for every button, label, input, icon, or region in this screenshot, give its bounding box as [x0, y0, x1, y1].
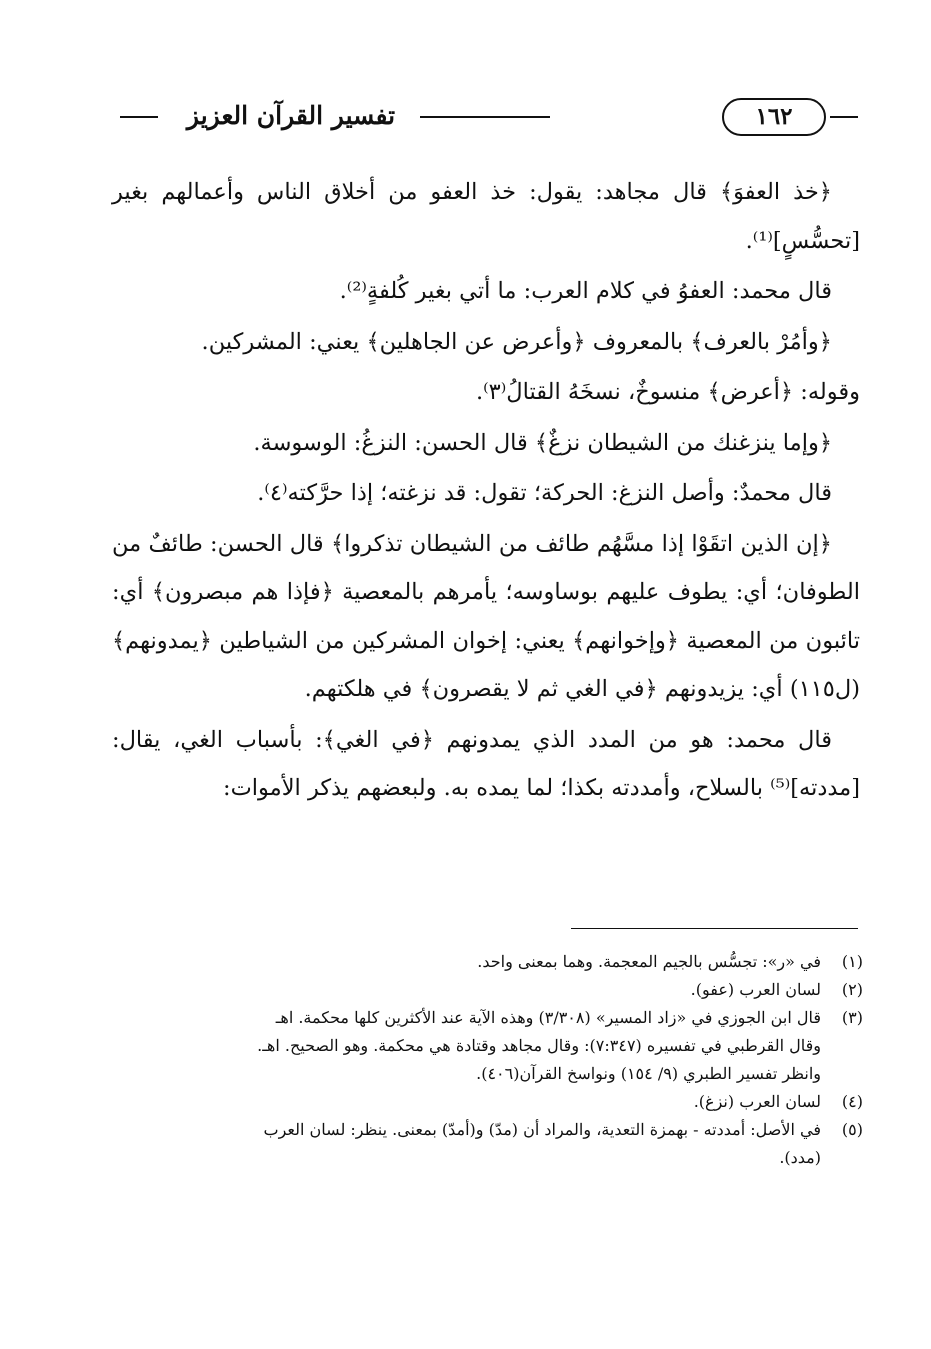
paragraph: وقوله: ﴿أعرض﴾ منسوخٌ، نسخَهُ القتالُ⁽٣⁾.	[475, 379, 860, 405]
running-header	[120, 95, 858, 139]
footnote	[123, 1116, 863, 1172]
footnote-number: (٢)	[841, 980, 863, 999]
footnote-number: (٤)	[841, 1092, 863, 1111]
paragraph: قال محمدٌ: وأصل النزغ: الحركة؛ تقول: قد نزغته؛ إذا حرَّكته⁽٤⁾.	[257, 480, 832, 506]
paragraph: ﴿وإما ينزغنك من الشيطان نزغٌ﴾ قال الحسن: النزغُ: الوسوسة.	[253, 429, 832, 456]
paragraph: ﴿خذ العفوَ﴾ قال مجاهد: يقول: خذ العفو من أخلاق الناس وأعمالهم بغير [تحسُّسٍ]⁽¹⁾.	[112, 179, 860, 254]
footnote-text: في الأصل: أمددته - بهمزة التعدية، والمراد أن (مدّ) و(أمدّ) بمعنى. ينظر: لسان العرب (مدد).	[263, 1120, 821, 1167]
footnote-text: قال ابن الجوزي في «زاد المسير» (٣/٣٠٨) وهذه الآية عند الأكثرين كلها محكمة. اهـ وقال القرطبي في تفسيره (٧:٣٤٧): وقال مجاهد وقتادة هي محكمة. وهو الصحيح. اهـ. وانظر تفسير الطبري (٩/ ١٥٤) ونواسخ القرآن(٤٠٦).	[257, 1008, 821, 1083]
book-title: تفسير القرآن العزيز	[186, 101, 396, 130]
page-number: ١٦٢	[722, 98, 826, 136]
footnote	[123, 1004, 863, 1088]
footnote	[123, 948, 863, 976]
footnote-number: (١)	[841, 952, 863, 971]
paragraph: قال محمد: هو من المدد الذي يمدونهم ﴿في الغي﴾: بأسباب الغي، يقال: [مددته]⁽⁵⁾ بالسلاح، وأمددته بكذا؛ لما يمده به. ولبعضهم يذكر الأموات:	[112, 726, 860, 801]
footnote-text: لسان العرب (نزغ).	[693, 1092, 821, 1111]
footnote-text: لسان العرب (عفو).	[690, 980, 821, 999]
footnote-number: (٥)	[841, 1120, 863, 1139]
footnote	[123, 1088, 863, 1116]
footnote-separator	[571, 928, 858, 929]
paragraph: قال محمد: العفوُ في كلام العرب: ما أتي بغير كُلفةٍ⁽²⁾.	[339, 278, 832, 304]
footnotes	[123, 948, 863, 1172]
footnote	[123, 976, 863, 1004]
footnote-number: (٣)	[841, 1008, 863, 1027]
footnote-text: في «ر»: تجسُّس بالجيم المعجمة. وهما بمعنى واحد.	[477, 952, 821, 971]
header-rule	[420, 116, 550, 118]
header-rule	[120, 116, 158, 118]
main-text	[112, 168, 860, 815]
paragraph: ﴿إن الذين اتقَوْا إذا مسَّهُم طائف من الشيطان تذكروا﴾ قال الحسن: طائفٌ من الطوفان؛ أي: يطوف عليهم بوساوسه؛ يأمرهم بالمعصية ﴿فإذا هم مبصرون﴾ أي: تائبون من المعصية ﴿وإخوانهم﴾ يعني: إخوان المشركين من الشياطين ﴿يمدونهم﴾ (ل١١٥) أي: يزيدونهم ﴿في الغي ثم لا يقصرون﴾ في هلكتهم.	[112, 530, 860, 702]
paragraph: ﴿وأمُرْ بالعرف﴾ بالمعروف ﴿وأعرض عن الجاهلين﴾ يعني: المشركين.	[201, 328, 832, 355]
header-rule	[830, 116, 858, 118]
